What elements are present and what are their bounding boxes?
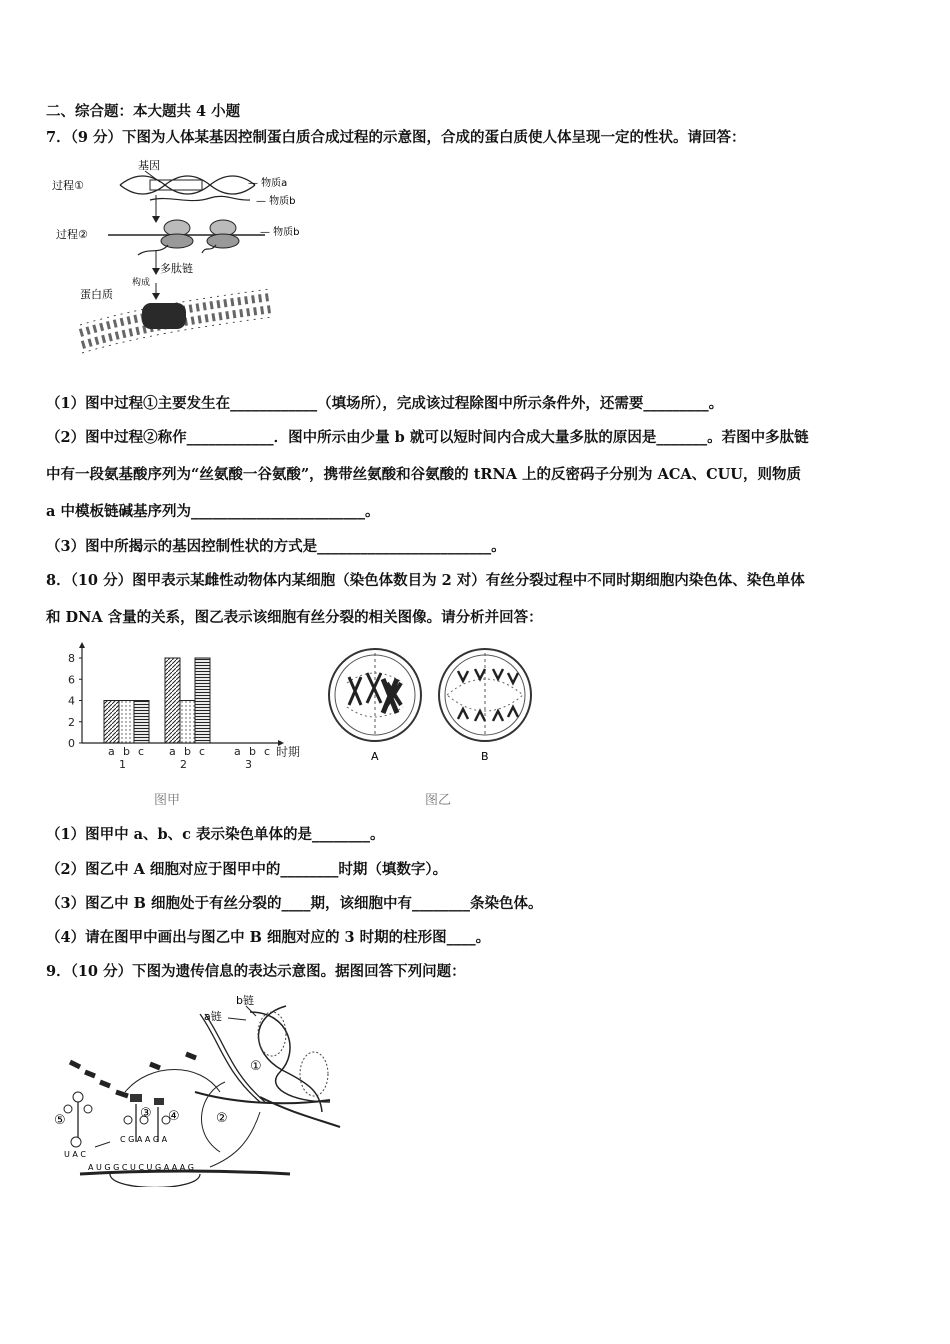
polypeptide-label: 多肽链 [160, 262, 193, 275]
q7-sub2-line1: （2）图中过程②称作____________．图中所示由少量 b 就可以短时间内合成大量多肽的原因是_______。若图中多肽链 [46, 429, 809, 446]
x-axis-title: 时期 [276, 745, 301, 759]
y-tick-label: 2 [68, 715, 75, 729]
label-2: ② [216, 1111, 228, 1126]
y-tick-label: 8 [68, 652, 75, 665]
cell-b [439, 649, 531, 741]
bar-a-period-2 [165, 658, 180, 743]
bar-b-period-1 [119, 701, 134, 744]
bar-label: a [108, 745, 115, 758]
y-tick-label: 4 [68, 694, 75, 708]
bar-label: c [264, 745, 271, 758]
bar-label: c [199, 745, 206, 758]
membrane-protein [142, 303, 186, 329]
constitute-label: 构成 [132, 278, 151, 288]
trna-5 [64, 1092, 92, 1147]
bar-label: a [234, 745, 241, 758]
q7-sub2-line3: a 中模板链碱基序列为________________________。 [46, 503, 380, 520]
q9-expression-figure [50, 992, 345, 1187]
process2-label: 过程② [56, 228, 88, 241]
label-3: ③ [140, 1106, 152, 1121]
y-tick-label: 6 [68, 673, 75, 687]
y-axis-arrow [79, 642, 85, 648]
substance-b2-label: — 物质b [260, 227, 300, 238]
q8-cell-figures [325, 643, 540, 768]
b-chain-label: b链 [236, 994, 254, 1007]
cell-a-label: A [371, 750, 379, 763]
q8-sub1: （1）图甲中 a、b、c 表示染色单体的是________。 [46, 826, 385, 843]
cell-a [329, 649, 421, 741]
bar-c-period-2 [195, 658, 210, 743]
bar-c-period-1 [134, 701, 149, 744]
process1-label: 过程① [52, 179, 84, 192]
label-5: ⑤ [54, 1113, 66, 1128]
q7-sub3: （3）图中所揭示的基因控制性状的方式是________________________。 [46, 538, 506, 555]
y-tick-label: 0 [68, 737, 75, 750]
trna-anticodon: U A C [64, 1150, 86, 1159]
q8-stem-line2: 和 DNA 含量的关系，图乙表示该细胞有丝分裂的相关图像。请分析并回答： [46, 609, 543, 626]
q7-gene-expression-figure [50, 155, 340, 365]
bar-label: b [184, 745, 191, 758]
period-label: 2 [180, 758, 187, 771]
label-1: ① [250, 1059, 262, 1074]
q8-sub4: （4）请在图甲中画出与图乙中 B 细胞对应的 3 时期的柱形图____。 [46, 929, 491, 946]
substance-b1-label: — 物质b [256, 196, 296, 207]
bar-label: a [169, 745, 176, 758]
codon-letters: C G A A G A [120, 1135, 168, 1144]
period-label: 1 [119, 758, 126, 771]
q9-stem: 9．（10 分）下图为遗传信息的表达示意图。据图回答下列问题： [46, 963, 466, 980]
bar-label: c [138, 745, 145, 758]
q8-sub3: （3）图乙中 B 细胞处于有丝分裂的____期，该细胞中有________条染色体。 [46, 895, 543, 912]
bar-a-period-1 [104, 701, 119, 744]
q8-sub2: （2）图乙中 A 细胞对应于图甲中的________时期（填数字）。 [46, 861, 448, 878]
fig-yi-caption: 图乙 [425, 793, 452, 808]
gene-label: 基因 [138, 159, 160, 172]
a-chain-label: a链 [204, 1010, 222, 1023]
label-4: ④ [168, 1109, 180, 1124]
fig-jia-caption: 图甲 [154, 793, 181, 808]
q8-stem-line1: 8．（10 分）图甲表示某雌性动物体内某细胞（染色体数目为 2 对）有丝分裂过程中不同时期细胞内染色体、染色单体 [46, 572, 805, 589]
cell-b-label: B [481, 750, 489, 763]
q8-bar-chart [60, 640, 320, 775]
bar-b-period-2 [180, 701, 195, 744]
substance-a-label: — 物质a [248, 178, 288, 189]
period-label: 3 [245, 758, 252, 771]
bar-label: b [123, 745, 130, 758]
q7-stem: 7．（9 分）下图为人体某基因控制蛋白质合成过程的示意图，合成的蛋白质使人体呈现一定的性状。请回答： [46, 129, 746, 146]
protein-label: 蛋白质 [80, 288, 113, 301]
section-title: 二、综合题：本大题共 4 小题 [46, 103, 241, 120]
mrna-sequence: A U G G C U C U G A A A G [88, 1163, 194, 1172]
q7-sub2-line2: 中有一段氨基酸序列为“丝氨酸一谷氨酸”，携带丝氨酸和谷氨酸的 tRNA 上的反密码子分别为 ACA、CUU，则物质 [46, 466, 801, 483]
bar-label: b [249, 745, 256, 758]
q7-sub1: （1）图中过程①主要发生在____________（填场所），完成该过程除图中所示条件外，还需要_________。 [46, 395, 724, 412]
